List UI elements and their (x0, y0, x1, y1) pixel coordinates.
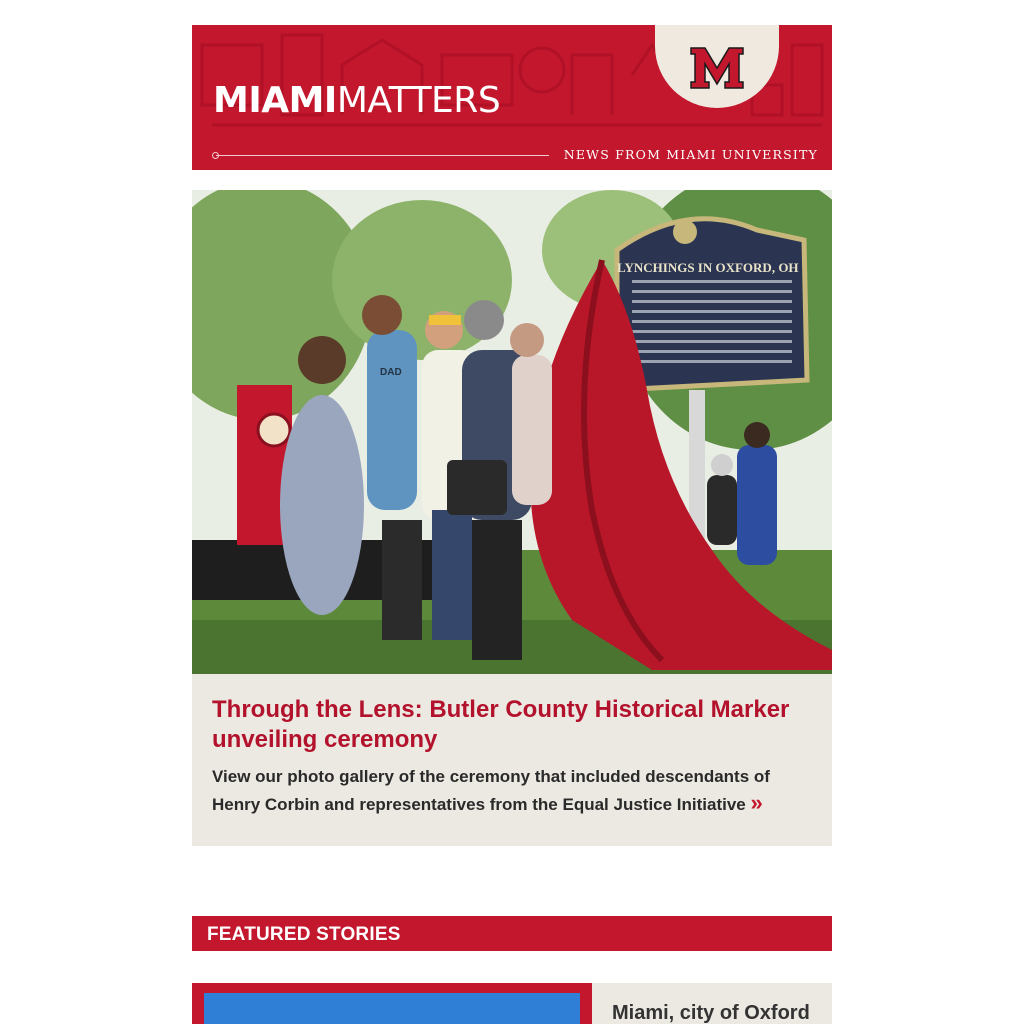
story-title-link[interactable]: Miami, city of Oxford (612, 1002, 810, 1024)
historical-marker-unveiling-photo-icon (192, 190, 832, 674)
featured-stories-heading: FEATURED STORIES (207, 924, 401, 945)
shirt-text: DAD (380, 367, 402, 378)
miami-m-logo-icon (689, 46, 745, 90)
read-more-link[interactable]: » (750, 790, 763, 815)
hero-photo[interactable] (192, 190, 832, 674)
story-image[interactable] (192, 983, 592, 1024)
story-text-panel (592, 983, 832, 1024)
feature-title-link[interactable]: Through the Lens: Butler County Historical Marker unveiling ceremony (212, 696, 790, 753)
story-photo (204, 993, 580, 1024)
feature-description-text: View our photo gallery of the ceremony that included descendants of Henry Corbin and representatives from the Equal Justice Initiative (212, 767, 770, 814)
header-banner (192, 25, 832, 170)
feature-card (192, 674, 832, 846)
featured-stories-bar (192, 916, 832, 951)
feature-description (212, 764, 822, 818)
wordmark-bold: MIAMI (213, 80, 337, 121)
header-rule (216, 155, 549, 156)
marker-heading: LYNCHINGS IN OXFORD, OH (617, 260, 799, 275)
header-tagline: NEWS FROM MIAMI UNIVERSITY (563, 147, 818, 162)
miami-matters-wordmark[interactable] (213, 80, 501, 121)
wordmark-light: MATTERS (336, 80, 501, 121)
